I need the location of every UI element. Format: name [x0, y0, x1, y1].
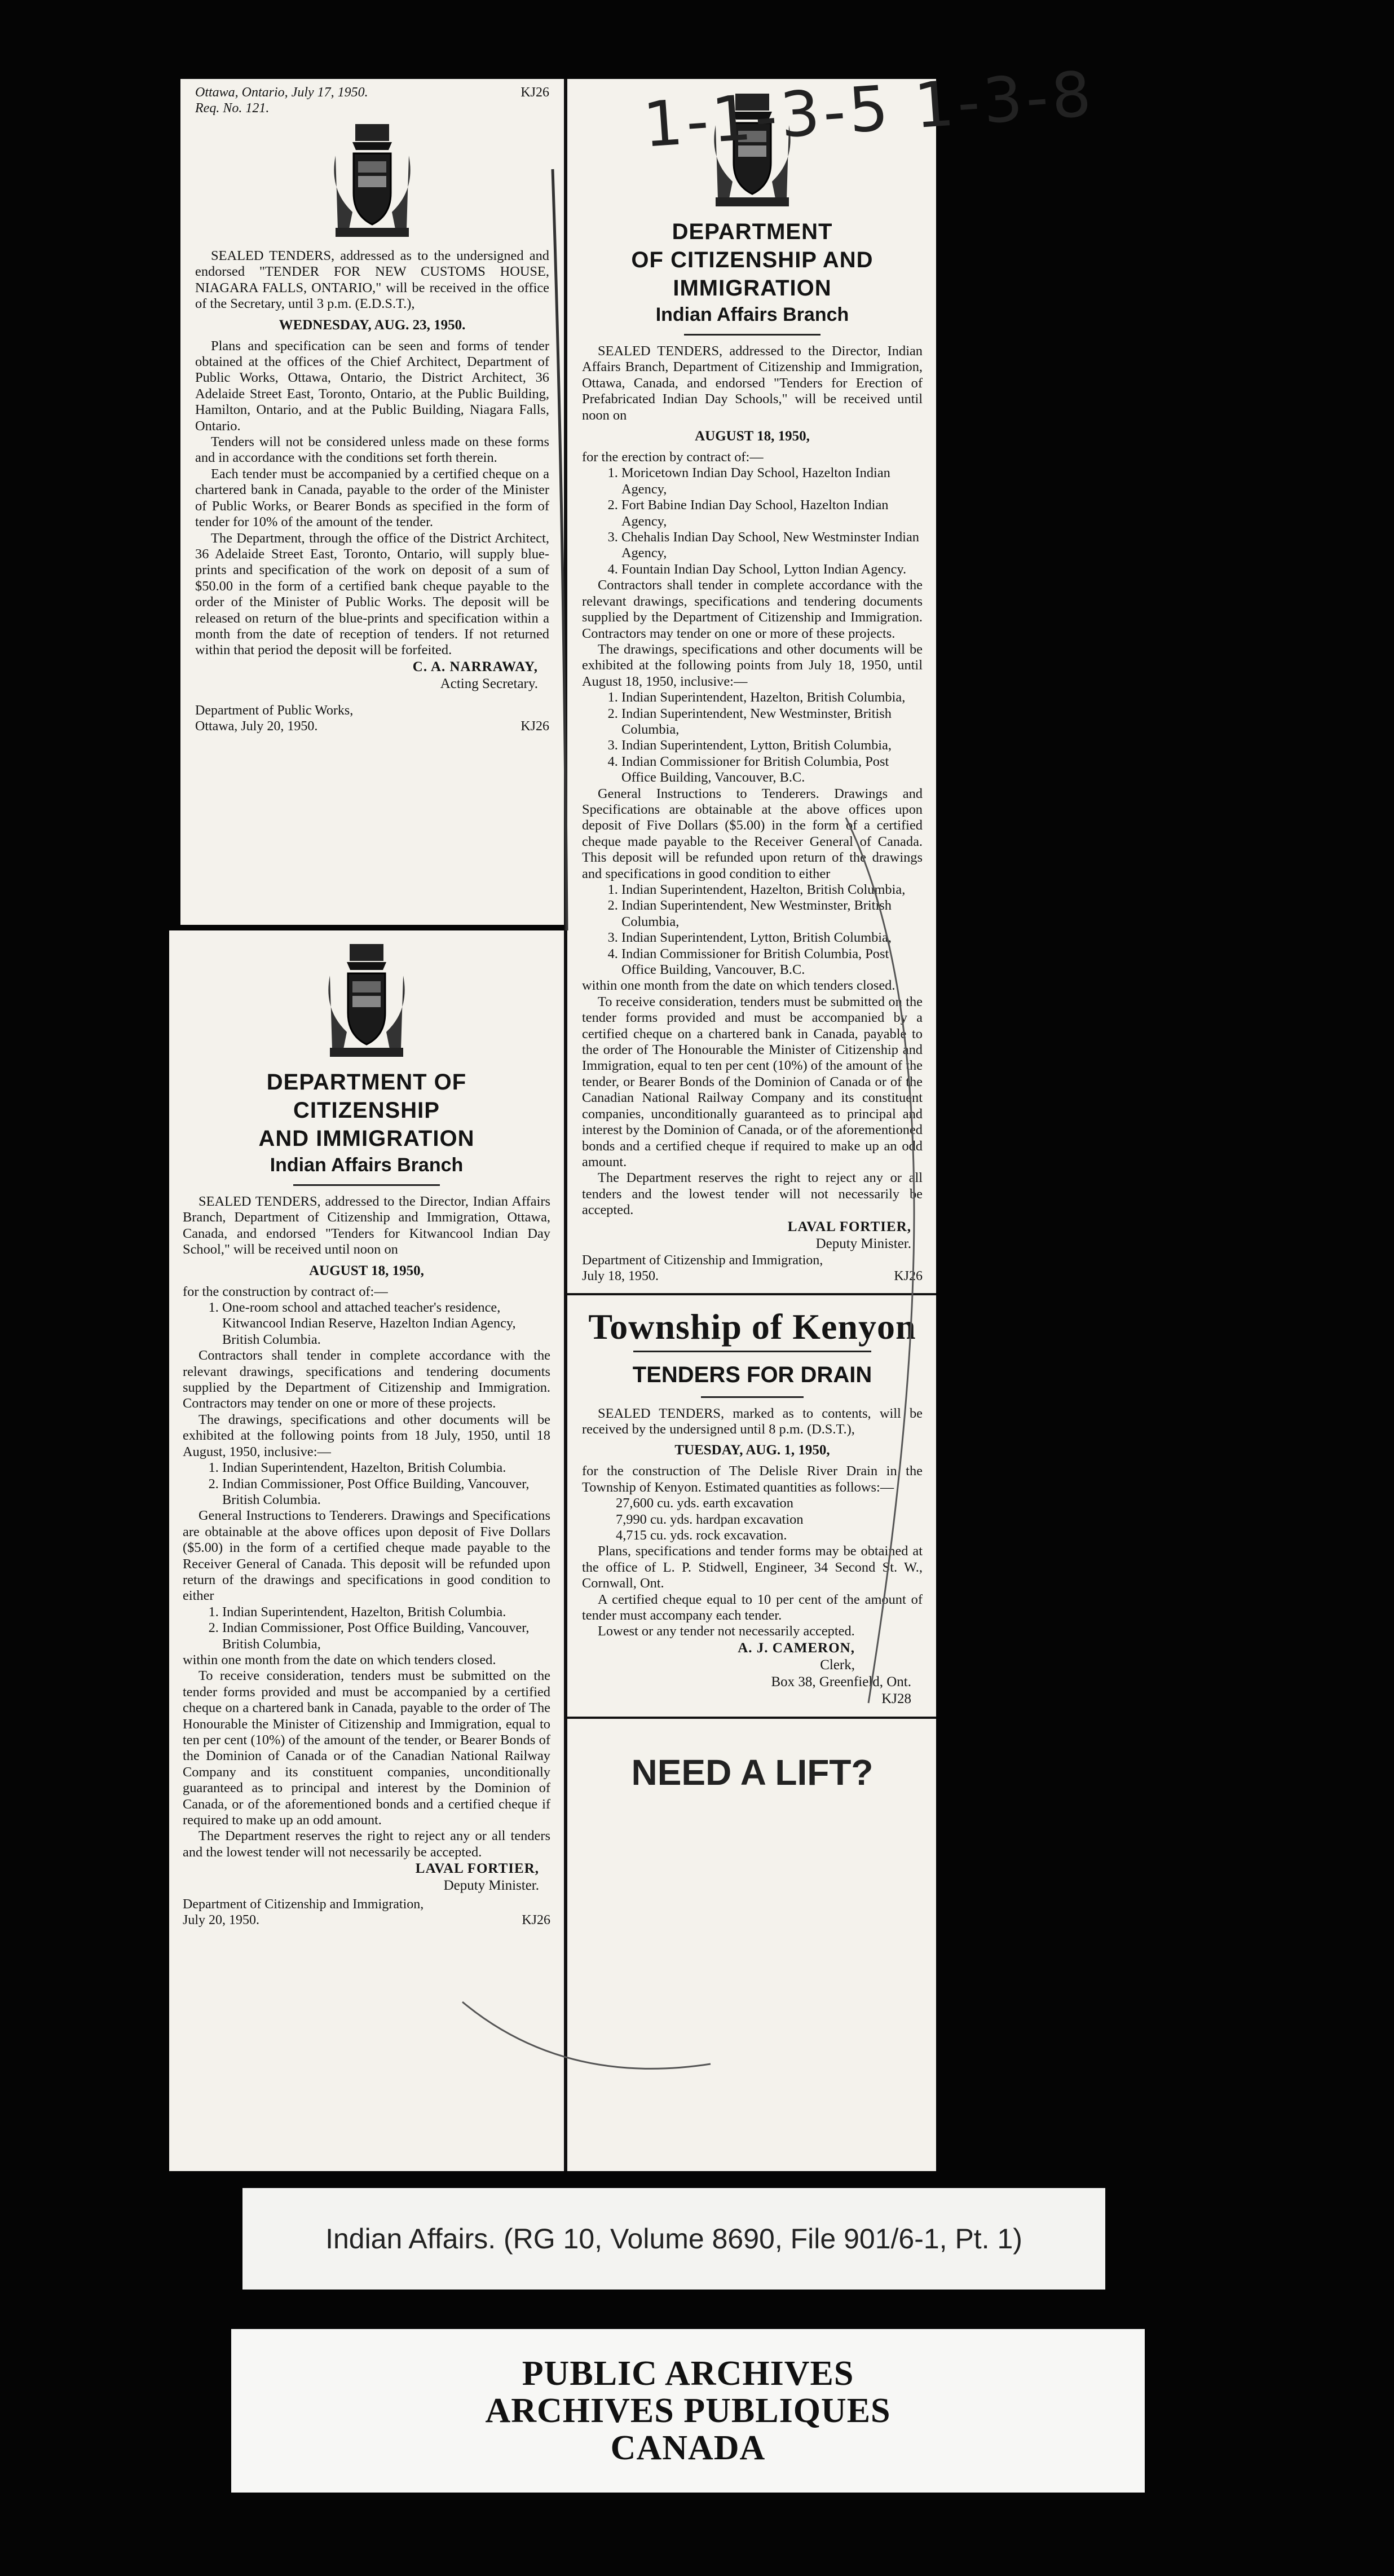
tender-reserves: The Department reserves the right to reject any or all tenders and the lowest tender will not necessarily be accepted.	[183, 1828, 550, 1860]
clipping-kitwancool	[169, 930, 564, 2171]
tender-deposit: The Department, through the office of the District Architect, 36 Adelaide Street East, Toronto, Ontario, will supply blue-prints and specification of the work on deposit of a sum of $50.00 in the form of a certified bank cheque payable to the order of the Minister of Public Works. The deposit will be released on return of the blue-prints and specification within a month from the date of reception of tenders. If not returned within that period the deposit will be forfeited.	[195, 530, 549, 658]
signature-title: Deputy Minister.	[443, 1878, 539, 1894]
archive-reference-text: Indian Affairs. (RG 10, Volume 8690, File 901/6-1, Pt. 1)	[325, 2223, 1022, 2255]
signature-name: C. A. NARRAWAY,	[412, 659, 538, 674]
tender-consideration: To receive consideration, tenders must be submitted on the tender forms provided and must be accompanied by a certified cheque on a chartered bank in Canada, payable to the order of The Honourable the Minister of Citizenship and Immigration, equal to ten per cent (10%) of the amount of the tender, or Bearer Bonds of the Dominion of Canada or of the Canadian National Railway Company and its constituent companies, unconditionally guaranteed as to principal and interest by the Dominion of Canada, or of the aforementioned bonds and a certified cheque if required to make up an odd amount.	[582, 994, 923, 1170]
list-item: 1. Indian Superintendent, Hazelton, British Columbia,	[621, 882, 923, 898]
list-item: 2. Indian Commissioner, Post Office Building, Vancouver, British Columbia,	[222, 1620, 550, 1652]
tender-instructions: General Instructions to Tenderers. Drawings and Specifications are obtainable at the above offices upon deposit of Five Dollars ($5.00) in the form of a certified cheque made payable to the Receiver General of Canada. This deposit will be refunded upon return of the drawings and specifications in good condition to either	[183, 1508, 550, 1604]
list-item: 1. One-room school and attached teacher's residence, Kitwancool Indian Reserve, Hazelton Indian Agency, British Columbia.	[222, 1300, 550, 1348]
footer-date: Ottawa, July 20, 1950.	[195, 718, 318, 734]
archive-reference-label	[242, 2188, 1105, 2290]
tender-plans: Plans and specification can be seen and forms of tender obtained at the offices of the Chief Architect, Department of Public Works, Ottawa, Ontario, the District Architect, 36 Adelaide Street East, Toronto, Ontario, at the Public Building, Hamilton, Ontario, and at the Public Building, Niagara Falls, Ontario.	[195, 338, 549, 434]
dept-title-line3: IMMIGRATION	[673, 276, 832, 301]
exhibit-list	[582, 690, 923, 786]
public-archives-stamp	[231, 2329, 1145, 2493]
handwritten-file-number: 1-1-3-5 1-3-8	[641, 58, 1097, 161]
list-item: 3. Indian Superintendent, Lytton, British Columbia,	[621, 930, 923, 946]
exhibit-list	[183, 1460, 550, 1508]
list-item: 1. Indian Superintendent, Hazelton, British Columbia,	[621, 690, 923, 705]
dept-title-line2: OF CITIZENSHIP AND	[631, 248, 874, 272]
list-item: 7,990 cu. yds. hardpan excavation	[616, 1511, 804, 1527]
branch-name: Indian Affairs Branch	[655, 304, 849, 325]
divider-rule	[633, 1351, 872, 1352]
footer-date: July 20, 1950.	[183, 1913, 260, 1928]
divider-rule	[684, 334, 820, 336]
branch-name: Indian Affairs Branch	[270, 1154, 464, 1176]
signature-title: Acting Secretary.	[440, 676, 538, 691]
list-item: 2. Indian Commissioner, Post Office Building, Vancouver, British Columbia.	[222, 1476, 550, 1508]
list-item: 3. Chehalis Indian Day School, New Westminster Indian Agency,	[621, 530, 923, 562]
tender-intro: SEALED TENDERS, addressed as to the undersigned and endorsed "TENDER FOR NEW CUSTOMS HOUSE, NIAGARA FALLS, ONTARIO," will be received in the office of the Secretary, until 3 p.m. (E.D.S.T.),	[195, 248, 549, 312]
clipping-header	[195, 85, 549, 100]
tender-reserves: The Department reserves the right to reject any or all tenders and the lowest tender will not necessarily be accepted.	[582, 1170, 923, 1218]
tender-drain-heading: TENDERS FOR DRAIN	[632, 1362, 872, 1387]
dept-title-line1: DEPARTMENT	[672, 219, 833, 244]
section-divider	[565, 1717, 936, 1719]
tender-intro: SEALED TENDERS, addressed to the Director, Indian Affairs Branch, Department of Citizenship and Immigration, Ottawa, Canada, and endorsed "Tenders for Kitwancool Indian Day School," will be received until noon on	[183, 1194, 550, 1258]
divider-rule	[701, 1396, 803, 1398]
tender-consideration: To receive consideration, tenders must be submitted on the tender forms provided and must be accompanied by a certified cheque on a chartered bank in Canada, payable to the order of The Honourable the Minister of Citizenship and Immigration, equal to ten per cent (10%) of the amount of the tender, or Bearer Bonds of the Dominion of Canada or of the Canadian National Railway Company and its constituent companies, unconditionally guaranteed as to principal and interest by the Dominion of Canada, or of the aforementioned bonds and a certified cheque if required to make up an odd amount.	[183, 1668, 550, 1828]
tender-conditions: Tenders will not be considered unless made on these forms and in accordance with the conditions set forth therein.	[195, 434, 549, 466]
signature-title: Deputy Minister.	[815, 1236, 911, 1251]
clipping-prefab-schools	[564, 79, 936, 2171]
drain-signature-title: Clerk,	[820, 1657, 855, 1673]
list-item: 1. Indian Superintendent, Hazelton, British Columbia.	[222, 1460, 550, 1476]
coat-of-arms-icon	[319, 942, 414, 1060]
need-a-lift-ad: NEED A LIFT?	[631, 1752, 874, 1793]
footer-dept: Department of Citizenship and Immigration,	[183, 1897, 424, 1912]
drain-signature-address: Box 38, Greenfield, Ont.	[771, 1674, 911, 1690]
list-item: 4. Indian Commissioner for British Columbia, Post Office Building, Vancouver, B.C.	[621, 754, 923, 786]
dept-title-line2: CITIZENSHIP	[293, 1098, 440, 1123]
coat-of-arms-icon	[324, 122, 420, 240]
signature-name: LAVAL FORTIER,	[415, 1861, 539, 1877]
list-item: 2. Indian Superintendent, New Westminster, British Columbia,	[621, 898, 923, 930]
list-item: 3. Indian Superintendent, Lytton, British Columbia,	[621, 738, 923, 753]
section-divider	[565, 1293, 936, 1295]
signature-name: LAVAL FORTIER,	[787, 1219, 911, 1234]
header-code: KJ26	[520, 85, 549, 100]
list-item: 27,600 cu. yds. earth excavation	[616, 1496, 793, 1511]
list-item: 4. Fountain Indian Day School, Lytton Indian Agency.	[621, 562, 923, 577]
clipping-customs-house	[180, 79, 564, 925]
dept-title-line3: AND IMMIGRATION	[258, 1126, 475, 1151]
quantity-list	[582, 1496, 923, 1543]
tender-date: WEDNESDAY, AUG. 23, 1950.	[279, 317, 466, 333]
drain-lowest: Lowest or any tender not necessarily accepted.	[598, 1624, 855, 1639]
list-item: 4,715 cu. yds. rock excavation.	[616, 1527, 787, 1543]
township-title: Township of Kenyon	[588, 1306, 916, 1347]
tender-instructions: General Instructions to Tenderers. Drawings and Specifications are obtainable at the above offices upon deposit of Five Dollars ($5.00) in the form of a certified cheque made payable to the Receiver General of Canada. This deposit will be refunded upon return of the drawings and specifications in good condition to either	[582, 786, 923, 881]
archives-line-3: CANADA	[610, 2429, 766, 2467]
tender-date: AUGUST 18, 1950,	[695, 429, 810, 444]
footer-code: KJ26	[894, 1268, 923, 1283]
header-place: Ottawa, Ontario, July 17, 1950.	[195, 85, 368, 100]
drain-cheque: A certified cheque equal to 10 per cent of the amount of tender must accompany each tender.	[582, 1591, 923, 1623]
tender-date: AUGUST 18, 1950,	[309, 1263, 424, 1278]
project-list	[183, 1300, 550, 1348]
list-item: 2. Fort Babine Indian Day School, Hazelton Indian Agency,	[621, 497, 923, 530]
refund-list	[582, 882, 923, 978]
tender-contract: for the construction by contract of:—	[183, 1283, 388, 1299]
header-req: Req. No. 121.	[195, 101, 270, 116]
list-item: 1. Moricetown Indian Day School, Hazelton Indian Agency,	[621, 465, 923, 497]
drain-plans: Plans, specifications and tender forms may be obtained at the office of L. P. Stidwell, Engineer, 34 Second St. W., Cornwall, Ont.	[582, 1543, 923, 1591]
tender-within: within one month from the date on which tenders closed.	[582, 978, 895, 994]
divider-rule	[293, 1184, 440, 1186]
tender-within: within one month from the date on which tenders closed.	[183, 1652, 496, 1668]
archives-line-2: ARCHIVES PUBLIQUES	[485, 2392, 891, 2430]
drain-code: KJ28	[881, 1691, 911, 1706]
footer-code: KJ26	[522, 1913, 550, 1928]
tender-exhibit: The drawings, specifications and other documents will be exhibited at the following points from 18 July, 1950, until 18 August, 1950, inclusive:—	[183, 1411, 550, 1459]
dept-title-line1: DEPARTMENT OF	[266, 1070, 467, 1095]
drain-signature-name: A. J. CAMERON,	[738, 1640, 855, 1656]
tender-intro: SEALED TENDERS, addressed to the Director, Indian Affairs Branch, Department of Citizenship and Immigration, Ottawa, Canada, and endorsed "Tenders for Erection of Prefabricated Indian Day Schools," will be received until noon on	[582, 343, 923, 423]
footer-dept: Department of Citizenship and Immigration,	[582, 1252, 823, 1268]
tender-accordance: Contractors shall tender in complete accordance with the relevant drawings, specifications and tendering documents supplied by the Department of Citizenship and Immigration. Contractors may tender on one or more of these projects.	[582, 577, 923, 641]
project-list	[582, 465, 923, 577]
footer-date: July 18, 1950.	[582, 1268, 659, 1283]
drain-intro: SEALED TENDERS, marked as to contents, will be received by the undersigned until 8 p.m. (D.S.T.),	[582, 1405, 923, 1437]
tender-cheque: Each tender must be accompanied by a certified cheque on a chartered bank in Canada, payable to the order of the Minister of Public Works, or Bearer Bonds as specified in the form of tender for 10% of the amount of the tender.	[195, 466, 549, 530]
refund-list	[183, 1604, 550, 1652]
drain-construction: for the construction of The Delisle River Drain in the Township of Kenyon. Estimated quantities as follows:—	[582, 1463, 923, 1495]
list-item: 2. Indian Superintendent, New Westminster, British Columbia,	[621, 706, 923, 738]
tender-exhibit: The drawings, specifications and other documents will be exhibited at the following points from July 18, 1950, until August 18, 1950, inclusive:—	[582, 641, 923, 689]
archives-line-1: PUBLIC ARCHIVES	[522, 2354, 854, 2393]
tender-accordance: Contractors shall tender in complete accordance with the relevant drawings, specifications and tendering documents supplied by the Department of Citizenship and Immigration. Contractors may tender on one or more of these projects.	[183, 1348, 550, 1411]
tender-contract: for the erection by contract of:—	[582, 449, 764, 465]
footer-dept: Department of Public Works,	[195, 703, 354, 718]
footer-code: KJ26	[520, 718, 549, 734]
drain-date: TUESDAY, AUG. 1, 1950,	[674, 1443, 830, 1458]
list-item: 4. Indian Commissioner for British Columbia, Post Office Building, Vancouver, B.C.	[621, 946, 923, 978]
list-item: 1. Indian Superintendent, Hazelton, British Columbia.	[222, 1604, 550, 1620]
